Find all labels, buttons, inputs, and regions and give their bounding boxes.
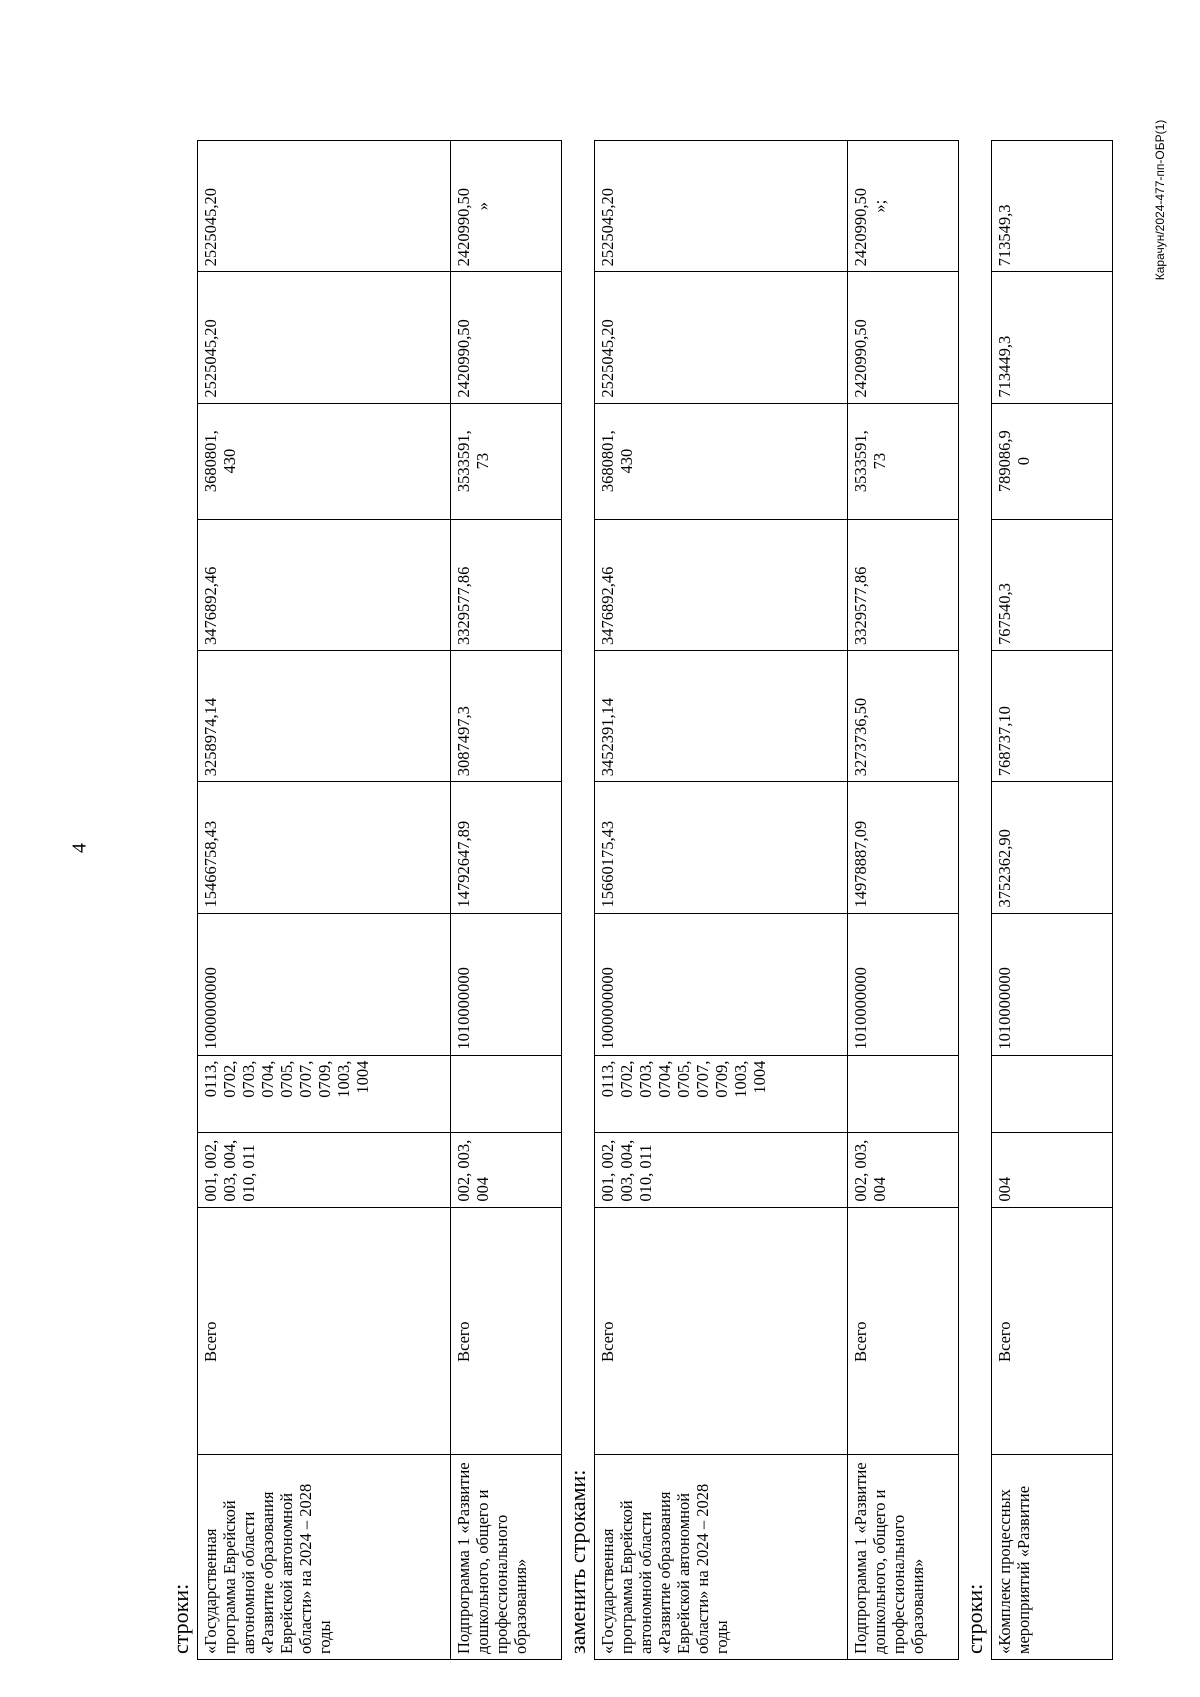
row-year-2028 [992, 141, 1113, 272]
year-2028-value: 2420990,50 [851, 187, 870, 267]
row-kind: Всего [595, 1207, 848, 1454]
year-2026-part1: 3533591, [851, 430, 870, 493]
row-year-2025: 767540,3 [992, 519, 1113, 650]
table-row [198, 141, 451, 1660]
row-year-2026 [992, 403, 1113, 519]
year-2028-suffix: » [473, 202, 492, 211]
row-section-codes: 0113, 0702, 0703, 0704, 0705, 0707, 0709, 1003, 1004 [198, 1055, 451, 1132]
year-2026-part1: 789086,9 [995, 430, 1014, 493]
row-year-2028 [848, 141, 959, 272]
row-year-2028 [595, 141, 848, 272]
row-name: Подпрограмма 1 «Развитие дошкольного, общего и профессионального образования» [451, 1454, 562, 1659]
row-total: 15466758,43 [198, 782, 451, 913]
rotated-content [165, 140, 1113, 1660]
year-2026-part1: 3533591, [454, 430, 473, 493]
row-year-2027: 2525045,20 [595, 272, 848, 403]
row-total: 14792647,89 [451, 782, 562, 913]
row-total: 15660175,43 [595, 782, 848, 913]
document-footer-code: Карачун/2024-477-пп-ОБР(1) [1153, 119, 1167, 281]
row-kind: Всего [848, 1207, 959, 1454]
year-2028-value: 2525045,20 [201, 187, 220, 267]
row-year-2026 [198, 403, 451, 519]
section1-table [197, 140, 562, 1660]
row-year-2028 [198, 141, 451, 272]
section3-table [991, 140, 1113, 1660]
table-row [595, 141, 848, 1660]
year-2028-value: 713549,3 [995, 204, 1014, 267]
row-year-2026 [451, 403, 562, 519]
year-2028-value: 2420990,50 [454, 187, 473, 267]
table-row [992, 141, 1113, 1660]
year-2026-part2: 430 [617, 448, 636, 474]
row-year-2027: 2420990,50 [451, 272, 562, 403]
year-2026-part2: 73 [870, 452, 889, 470]
year-2026-part2: 73 [473, 452, 492, 470]
row-name: Подпрограмма 1 «Развитие дошкольного, общего и профессионального образования» [848, 1454, 959, 1659]
row-target-code: 1010000000 [451, 913, 562, 1055]
row-year-2026 [848, 403, 959, 519]
row-grbs-codes: 002, 003, 004 [451, 1132, 562, 1207]
row-target-code: 1010000000 [848, 913, 959, 1055]
row-year-2025: 3329577,86 [848, 519, 959, 650]
row-kind: Всего [451, 1207, 562, 1454]
row-year-2024: 3452391,14 [595, 650, 848, 781]
row-section-codes [451, 1055, 562, 1132]
row-year-2024: 768737,10 [992, 650, 1113, 781]
year-2026-part2: 0 [1014, 457, 1033, 466]
section2-caption: заменить строками: [565, 1469, 590, 1654]
row-target-code: 1000000000 [198, 913, 451, 1055]
row-section-codes [992, 1055, 1113, 1132]
year-2026-part2: 430 [220, 448, 239, 474]
row-total: 14978887,09 [848, 782, 959, 913]
row-year-2025: 3476892,46 [198, 519, 451, 650]
row-name: «Государственная программа Еврейской автономной области «Развитие образования Еврейской автономной области» на 2024 – 2028 годы [595, 1454, 848, 1659]
row-target-code: 1000000000 [595, 913, 848, 1055]
row-total: 3752362,90 [992, 782, 1113, 913]
year-2028-suffix: »; [870, 199, 889, 213]
row-year-2026 [595, 403, 848, 519]
row-year-2027: 713449,3 [992, 272, 1113, 403]
table-row [451, 141, 562, 1660]
row-year-2028 [451, 141, 562, 272]
section3-caption: строки: [962, 1583, 987, 1654]
table-row [848, 141, 959, 1660]
row-target-code: 1010000000 [992, 913, 1113, 1055]
row-year-2025: 3329577,86 [451, 519, 562, 650]
row-grbs-codes: 004 [992, 1132, 1113, 1207]
year-2026-part1: 3680801, [598, 430, 617, 493]
row-year-2027: 2420990,50 [848, 272, 959, 403]
row-section-codes [848, 1055, 959, 1132]
row-year-2024: 3087497,3 [451, 650, 562, 781]
section1-caption: строки: [168, 1583, 193, 1654]
row-kind: Всего [992, 1207, 1113, 1454]
year-2028-value: 2525045,20 [598, 187, 617, 267]
row-grbs-codes: 001, 002, 003, 004, 010, 011 [595, 1132, 848, 1207]
row-grbs-codes: 001, 002, 003, 004, 010, 011 [198, 1132, 451, 1207]
row-name: «Государственная программа Еврейской автономной области «Развитие образования Еврейской автономной области» на 2024 – 2028 годы [198, 1454, 451, 1659]
section2-table [594, 140, 959, 1660]
row-year-2025: 3476892,46 [595, 519, 848, 650]
row-grbs-codes: 002, 003, 004 [848, 1132, 959, 1207]
row-section-codes: 0113, 0702, 0703, 0704, 0705, 0707, 0709, 1003, 1004 [595, 1055, 848, 1132]
row-name: «Комплекс процессных мероприятий «Развитие [992, 1454, 1113, 1659]
row-year-2027: 2525045,20 [198, 272, 451, 403]
row-year-2024: 3273736,50 [848, 650, 959, 781]
row-year-2024: 3258974,14 [198, 650, 451, 781]
year-2026-part1: 3680801, [201, 430, 220, 493]
row-kind: Всего [198, 1207, 451, 1454]
page-number: 4 [68, 843, 91, 853]
